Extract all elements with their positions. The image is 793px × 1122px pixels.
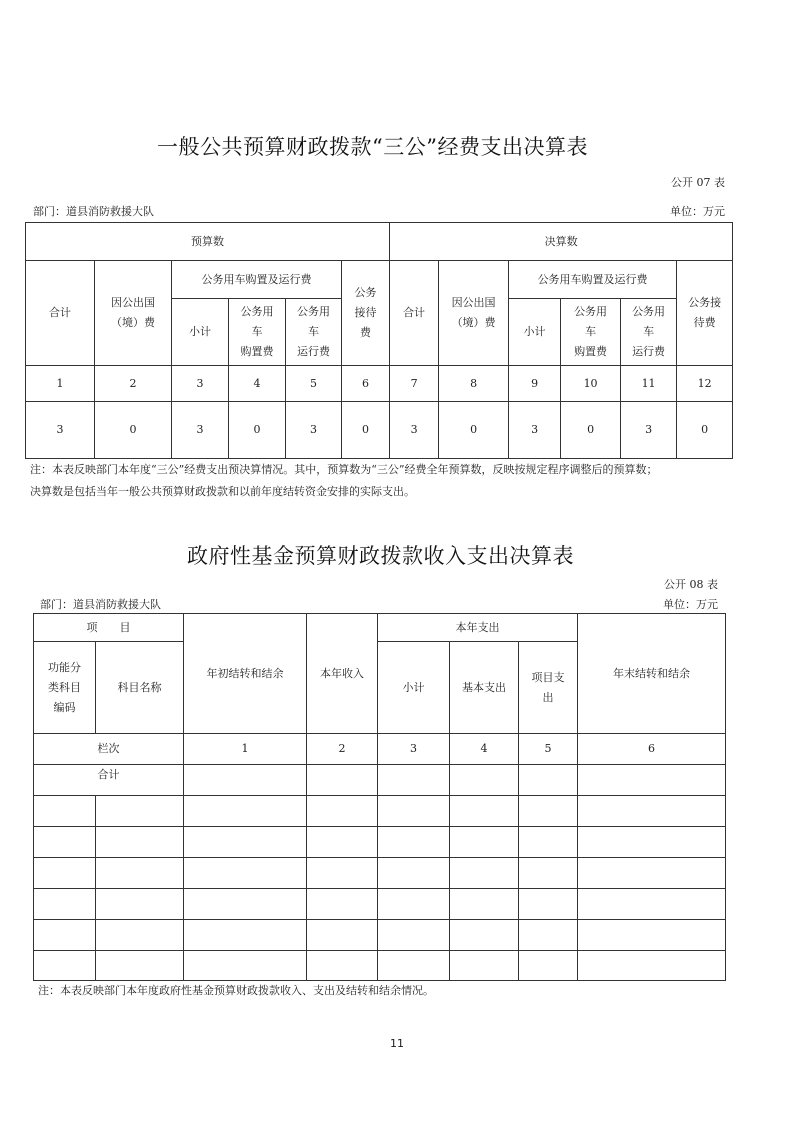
header-line: 公务用 xyxy=(297,305,330,318)
column-number: 12 xyxy=(677,366,733,402)
value-cell: 3 xyxy=(621,402,677,459)
value-cell xyxy=(34,951,96,981)
table1-unit: 单位：万元 xyxy=(670,205,725,218)
value-cell xyxy=(96,951,184,981)
budget-vehicle-operation-header xyxy=(286,299,342,366)
value-cell xyxy=(378,765,450,796)
value-cell xyxy=(96,889,184,920)
column-number: 3 xyxy=(172,366,229,402)
total-label: 合计 xyxy=(34,765,184,796)
header-line: 购置费 xyxy=(240,345,274,358)
header-line: 项目支 xyxy=(531,670,565,684)
header-line: （境）费 xyxy=(111,316,155,329)
header-line: 车 xyxy=(643,325,655,338)
budget-subtotal-header: 小计 xyxy=(172,299,229,366)
column-number: 10 xyxy=(561,366,621,402)
value-cell xyxy=(307,858,378,889)
header-line: 运行费 xyxy=(632,345,666,358)
header-line: 公务 xyxy=(354,286,377,299)
table2-unit: 单位：万元 xyxy=(663,598,718,611)
column-number: 2 xyxy=(307,734,378,765)
column-number: 1 xyxy=(184,734,307,765)
column-number: 2 xyxy=(95,366,172,402)
table1-form-number: 公开 07 表 xyxy=(671,176,725,189)
header-line: 出 xyxy=(542,690,554,704)
value-cell xyxy=(184,858,307,889)
value-cell xyxy=(378,951,450,981)
value-cell xyxy=(578,889,726,920)
value-cell xyxy=(450,827,519,858)
header-line: 车 xyxy=(585,325,597,338)
item-header: 项 目 xyxy=(34,614,184,642)
budget-reception-header xyxy=(342,261,390,366)
header-line: 费 xyxy=(360,326,372,339)
value-cell xyxy=(34,920,96,951)
function-code-header xyxy=(34,642,96,734)
value-cell xyxy=(450,765,519,796)
value-cell xyxy=(578,920,726,951)
final-group-header: 决算数 xyxy=(390,223,733,261)
column-number: 11 xyxy=(621,366,677,402)
value-cell xyxy=(378,920,450,951)
column-number: 5 xyxy=(286,366,342,402)
table1-note-line-2: 决算数是包括当年一般公共预算财政拨款和以前年度结转资金安排的实际支出。 xyxy=(30,485,415,498)
value-cell xyxy=(184,765,307,796)
budget-group-header: 预算数 xyxy=(26,223,390,261)
value-cell xyxy=(578,827,726,858)
value-cell xyxy=(578,796,726,827)
table-row xyxy=(26,402,733,459)
table-row xyxy=(34,827,726,858)
value-cell xyxy=(184,827,307,858)
value-cell xyxy=(34,827,96,858)
table2-department: 部门：道县消防救援大队 xyxy=(40,598,161,611)
opening-balance-header: 年初结转和结余 xyxy=(184,614,307,734)
value-cell xyxy=(96,827,184,858)
page-number: 11 xyxy=(390,1037,404,1050)
table1-department: 部门：道县消防救援大队 xyxy=(33,205,154,218)
header-line: 公务用 xyxy=(632,305,666,318)
header-line: 因公出国 xyxy=(111,296,155,309)
header-line: 类科目 xyxy=(48,680,81,694)
table-row xyxy=(34,796,726,827)
column-number-row xyxy=(26,366,733,402)
value-cell xyxy=(378,858,450,889)
value-cell xyxy=(184,889,307,920)
value-cell xyxy=(578,765,726,796)
table2-title: 政府性基金预算财政拨款收入支出决算表 xyxy=(187,544,574,568)
header-line: 公务接 xyxy=(688,296,722,309)
column-number: 1 xyxy=(26,366,95,402)
government-fund-table xyxy=(33,613,726,981)
value-cell xyxy=(519,827,578,858)
final-total-header: 合计 xyxy=(390,261,439,366)
total-row xyxy=(34,765,726,796)
value-cell: 3 xyxy=(390,402,439,459)
table1-note-line-1: 注：本表反映部门本年度“三公”经费支出预决算情况。其中，预算数为“三公”经费全年预算数，反映按规定程序调整后的预算数； xyxy=(30,463,658,476)
header-line: 接待 xyxy=(354,306,377,319)
header-line: 车 xyxy=(308,325,319,338)
income-header: 本年收入 xyxy=(307,614,378,734)
header-line: 车 xyxy=(251,325,263,338)
value-cell xyxy=(578,951,726,981)
value-cell xyxy=(450,796,519,827)
budget-vehicle-group-header: 公务用车购置及运行费 xyxy=(172,261,342,299)
value-cell: 0 xyxy=(95,402,172,459)
project-expense-header xyxy=(519,642,578,734)
value-cell xyxy=(96,858,184,889)
value-cell xyxy=(184,951,307,981)
value-cell: 0 xyxy=(439,402,509,459)
final-vehicle-operation-header xyxy=(621,299,677,366)
final-abroad-header xyxy=(439,261,509,366)
value-cell xyxy=(519,765,578,796)
table2-note: 注：本表反映部门本年度政府性基金预算财政拨款收入、支出及结转和结余情况。 xyxy=(38,984,434,997)
value-cell xyxy=(450,858,519,889)
value-cell xyxy=(34,858,96,889)
header-line: 功能分 xyxy=(48,660,81,674)
value-cell: 3 xyxy=(26,402,95,459)
value-cell xyxy=(519,858,578,889)
header-line: 公务用 xyxy=(574,305,608,318)
budget-vehicle-purchase-header xyxy=(229,299,286,366)
expense-subtotal-header: 小计 xyxy=(378,642,450,734)
final-subtotal-header: 小计 xyxy=(509,299,561,366)
value-cell: 3 xyxy=(172,402,229,459)
value-cell xyxy=(307,951,378,981)
table2-form-number: 公开 08 表 xyxy=(664,578,718,591)
value-cell xyxy=(578,858,726,889)
table1-title: 一般公共预算财政拨款“三公”经费支出决算表 xyxy=(157,135,588,159)
value-cell xyxy=(96,796,184,827)
header-line: （境）费 xyxy=(451,316,496,329)
column-number: 7 xyxy=(390,366,439,402)
subject-name-header: 科目名称 xyxy=(96,642,184,734)
column-number: 3 xyxy=(378,734,450,765)
value-cell xyxy=(307,889,378,920)
value-cell xyxy=(184,920,307,951)
value-cell xyxy=(307,827,378,858)
table-row xyxy=(34,889,726,920)
value-cell: 0 xyxy=(677,402,733,459)
column-row-label: 栏次 xyxy=(34,734,184,765)
value-cell: 0 xyxy=(342,402,390,459)
column-number: 6 xyxy=(578,734,726,765)
value-cell xyxy=(184,796,307,827)
header-line: 购置费 xyxy=(574,345,608,358)
value-cell xyxy=(378,889,450,920)
value-cell xyxy=(378,796,450,827)
table-row xyxy=(34,920,726,951)
three-public-expenses-table xyxy=(25,222,733,459)
value-cell: 0 xyxy=(229,402,286,459)
value-cell xyxy=(450,951,519,981)
header-line: 编码 xyxy=(53,700,76,714)
value-cell xyxy=(307,920,378,951)
final-vehicle-group-header: 公务用车购置及运行费 xyxy=(509,261,677,299)
expense-group-header: 本年支出 xyxy=(378,614,578,642)
basic-expense-header: 基本支出 xyxy=(450,642,519,734)
budget-total-header: 合计 xyxy=(26,261,95,366)
value-cell xyxy=(519,796,578,827)
column-number: 4 xyxy=(229,366,286,402)
table-row xyxy=(34,858,726,889)
value-cell xyxy=(96,920,184,951)
column-number: 5 xyxy=(519,734,578,765)
final-vehicle-purchase-header xyxy=(561,299,621,366)
column-number: 9 xyxy=(509,366,561,402)
value-cell: 3 xyxy=(286,402,342,459)
column-number: 4 xyxy=(450,734,519,765)
value-cell xyxy=(307,765,378,796)
table-row xyxy=(34,951,726,981)
header-line: 因公出国 xyxy=(451,296,496,309)
value-cell xyxy=(450,920,519,951)
value-cell xyxy=(519,920,578,951)
header-line: 公务用 xyxy=(240,305,274,318)
column-number: 8 xyxy=(439,366,509,402)
value-cell xyxy=(307,796,378,827)
budget-abroad-header xyxy=(95,261,172,366)
value-cell xyxy=(378,827,450,858)
value-cell xyxy=(34,796,96,827)
column-number-row xyxy=(34,734,726,765)
value-cell: 0 xyxy=(561,402,621,459)
closing-balance-header: 年末结转和结余 xyxy=(578,614,726,734)
value-cell: 3 xyxy=(509,402,561,459)
value-cell xyxy=(450,889,519,920)
value-cell xyxy=(519,951,578,981)
value-cell xyxy=(519,889,578,920)
header-line: 待费 xyxy=(693,316,716,329)
value-cell xyxy=(34,889,96,920)
column-number: 6 xyxy=(342,366,390,402)
header-line: 运行费 xyxy=(297,345,330,358)
final-reception-header xyxy=(677,261,733,366)
